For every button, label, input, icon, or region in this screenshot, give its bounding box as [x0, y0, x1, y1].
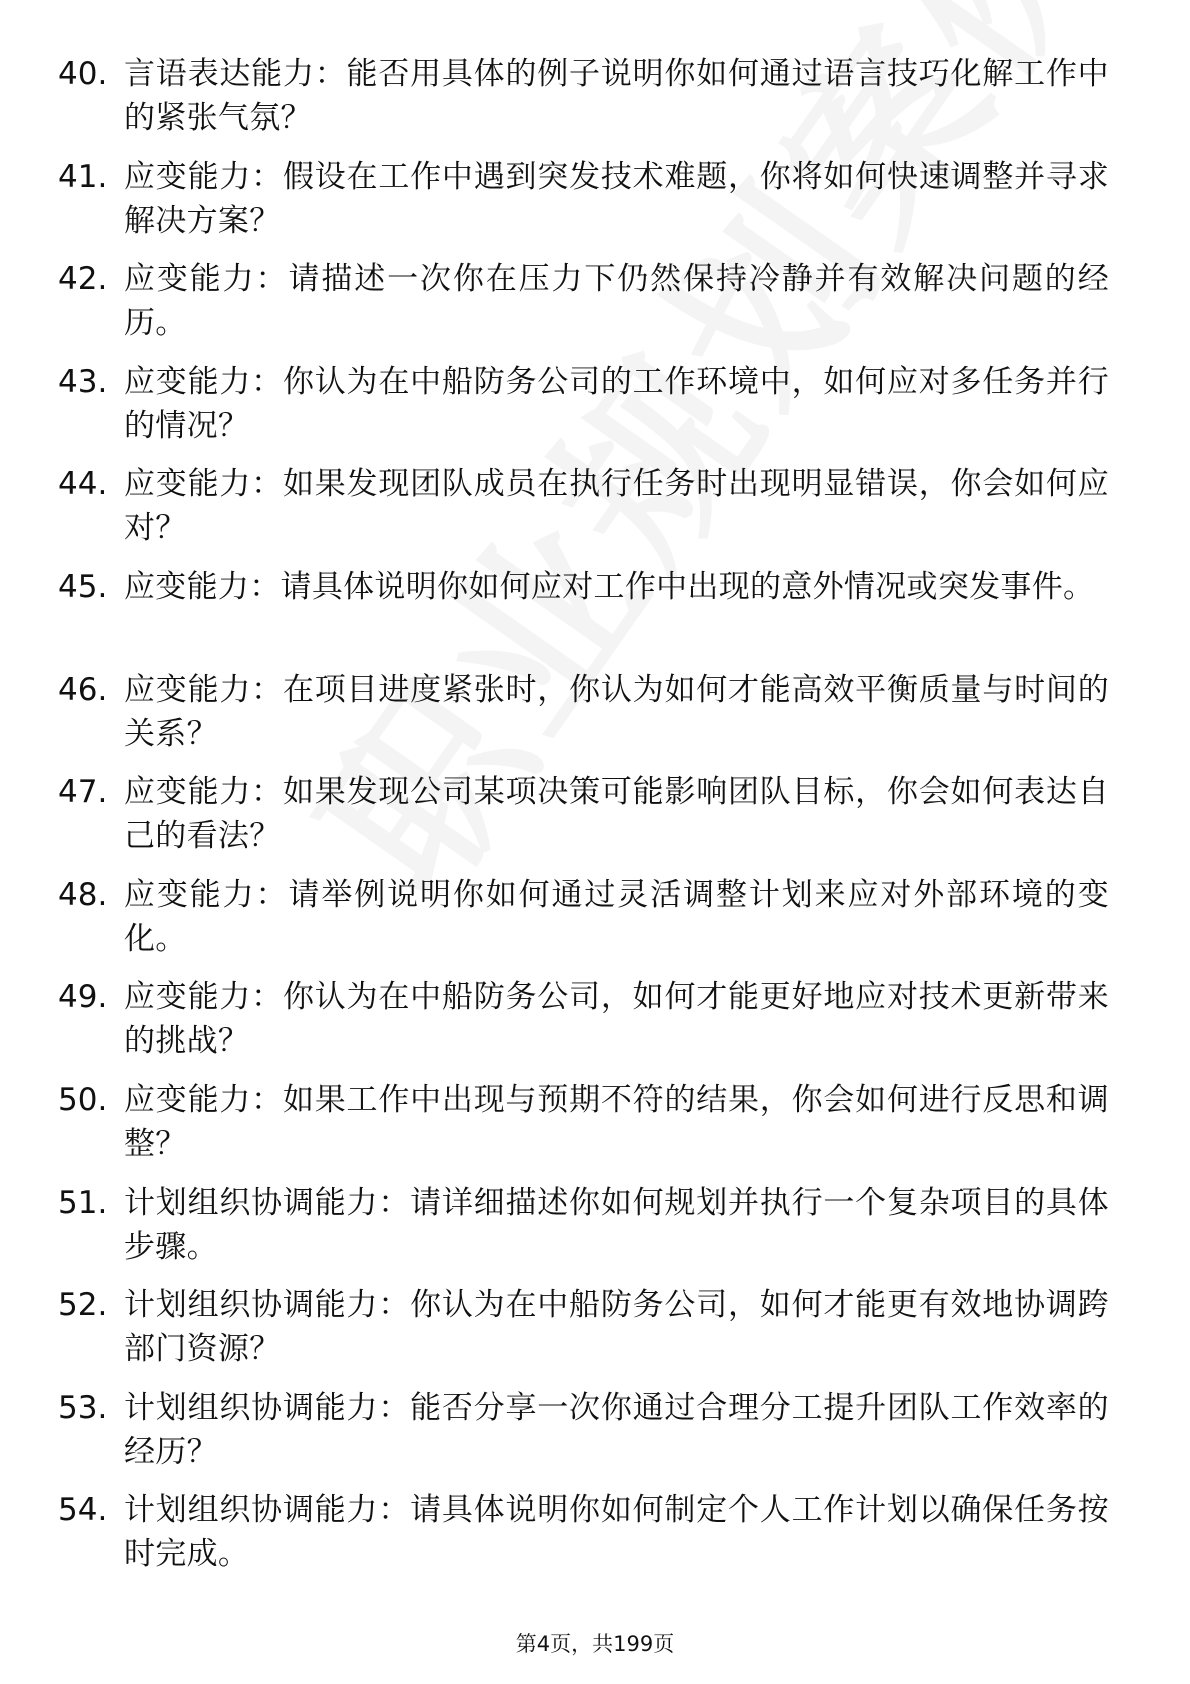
list-item: [0, 360, 1190, 463]
question-text: 能否用具体的例子说明你如何通过语言技巧化解工作中的紧张气氛？: [124, 56, 1109, 136]
list-item: [0, 770, 1190, 873]
question-text: 请举例说明你如何通过灵活调整计划来应对外部环境的变化。: [124, 876, 1109, 957]
question-number: 46.: [58, 671, 108, 708]
question-body: 应变能力：你认为在中船防务公司的工作环境中，如何应对多任务并行的情况？: [124, 363, 1110, 444]
question-category: 计划组织协调能力: [124, 1389, 379, 1426]
list-item: [0, 1283, 1190, 1386]
question-body: 应变能力：在项目进度紧张时，你认为如何才能高效平衡质量与时间的关系？: [124, 671, 1110, 752]
list-item: [0, 565, 1190, 668]
question-number: 44.: [58, 466, 108, 503]
question-number: 51.: [58, 1184, 108, 1221]
question-number: 47.: [58, 774, 108, 811]
question-text: 你认为在中船防务公司，如何才能更有效地协调跨部门资源？: [124, 1287, 1109, 1368]
question-text: 请具体说明你如何制定个人工作计划以确保任务按时完成。: [124, 1492, 1109, 1573]
question-category: 应变能力: [124, 261, 256, 298]
question-number: 43.: [58, 363, 108, 400]
question-text: 你认为在中船防务公司，如何才能更好地应对技术更新带来的挑战？: [124, 979, 1110, 1060]
question-body: 应变能力：请举例说明你如何通过灵活调整计划来应对外部环境的变化。: [124, 876, 1109, 957]
question-body: 应变能力：请具体说明你如何应对工作中出现的意外情况或突发事件。: [124, 568, 1095, 605]
question-list: [0, 52, 1190, 1591]
question-body: 应变能力：如果发现公司某项决策可能影响团队目标，你会如何表达自己的看法？: [124, 774, 1110, 855]
question-number: 50.: [58, 1081, 108, 1118]
question-number: 48.: [58, 876, 108, 913]
question-body: 计划组织协调能力：请具体说明你如何制定个人工作计划以确保任务按时完成。: [124, 1492, 1109, 1573]
question-number: 53.: [58, 1389, 108, 1426]
question-number: 52.: [58, 1287, 108, 1324]
question-category: 应变能力: [124, 363, 252, 400]
question-number: 40.: [58, 56, 108, 92]
list-item: [0, 1181, 1190, 1284]
question-body: 计划组织协调能力：请详细描述你如何规划并执行一个复杂项目的具体步骤。: [124, 1184, 1109, 1265]
list-item: [0, 52, 1190, 155]
question-text: 如果工作中出现与预期不符的结果，你会如何进行反思和调整？: [124, 1081, 1110, 1162]
question-category: 应变能力: [124, 774, 252, 811]
question-number: 45.: [58, 568, 108, 605]
question-number: 42.: [58, 261, 108, 298]
question-body: 应变能力：请描述一次你在压力下仍然保持冷静并有效解决问题的经历。: [124, 261, 1109, 342]
question-category: 应变能力: [124, 466, 252, 503]
question-number: 54.: [58, 1492, 108, 1529]
question-text: 你认为在中船防务公司的工作环境中，如何应对多任务并行的情况？: [124, 363, 1110, 444]
question-text: 请详细描述你如何规划并执行一个复杂项目的具体步骤。: [124, 1184, 1109, 1265]
question-category: 应变能力: [124, 158, 252, 195]
question-category: 应变能力: [124, 568, 250, 605]
question-body: 应变能力：你认为在中船防务公司，如何才能更好地应对技术更新带来的挑战？: [124, 979, 1110, 1060]
list-item: [0, 873, 1190, 976]
question-category: 应变能力: [124, 671, 252, 708]
page-number: 第4页，共199页: [515, 1632, 675, 1656]
question-category: 应变能力: [124, 979, 252, 1016]
question-category: 言语表达能力: [124, 56, 315, 92]
question-body: 应变能力：如果发现团队成员在执行任务时出现明显错误，你会如何应对？: [124, 466, 1110, 547]
list-item: [0, 462, 1190, 565]
question-text: 在项目进度紧张时，你认为如何才能高效平衡质量与时间的关系？: [124, 671, 1110, 752]
question-number: 49.: [58, 979, 108, 1016]
question-text: 如果发现团队成员在执行任务时出现明显错误，你会如何应对？: [124, 466, 1110, 547]
question-text: 能否分享一次你通过合理分工提升团队工作效率的经历？: [124, 1389, 1109, 1470]
question-body: 应变能力：假设在工作中遇到突发技术难题，你将如何快速调整并寻求解决方案？: [124, 158, 1110, 239]
question-category: 应变能力: [124, 1081, 252, 1118]
list-item: [0, 155, 1190, 258]
list-item: [0, 1488, 1190, 1591]
question-number: 41.: [58, 158, 108, 195]
question-category: 应变能力: [124, 876, 256, 913]
list-item: [0, 1386, 1190, 1489]
question-category: 计划组织协调能力: [124, 1184, 379, 1221]
question-text: 请描述一次你在压力下仍然保持冷静并有效解决问题的经历。: [124, 261, 1109, 342]
question-body: 计划组织协调能力：能否分享一次你通过合理分工提升团队工作效率的经历？: [124, 1389, 1109, 1470]
question-body: 应变能力：如果工作中出现与预期不符的结果，你会如何进行反思和调整？: [124, 1081, 1110, 1162]
list-item: [0, 668, 1190, 771]
question-text: 假设在工作中遇到突发技术难题，你将如何快速调整并寻求解决方案？: [124, 158, 1110, 239]
list-item: [0, 257, 1190, 360]
question-body: 计划组织协调能力：你认为在中船防务公司，如何才能更有效地协调跨部门资源？: [124, 1287, 1109, 1368]
list-item: [0, 1078, 1190, 1181]
question-category: 计划组织协调能力: [124, 1287, 379, 1324]
question-category: 计划组织协调能力: [124, 1492, 379, 1529]
question-body: 言语表达能力：能否用具体的例子说明你如何通过语言技巧化解工作中的紧张气氛？: [124, 56, 1109, 136]
question-text: 如果发现公司某项决策可能影响团队目标，你会如何表达自己的看法？: [124, 774, 1110, 855]
question-text: 请具体说明你如何应对工作中出现的意外情况或突发事件。: [280, 568, 1095, 605]
list-item: [0, 975, 1190, 1078]
